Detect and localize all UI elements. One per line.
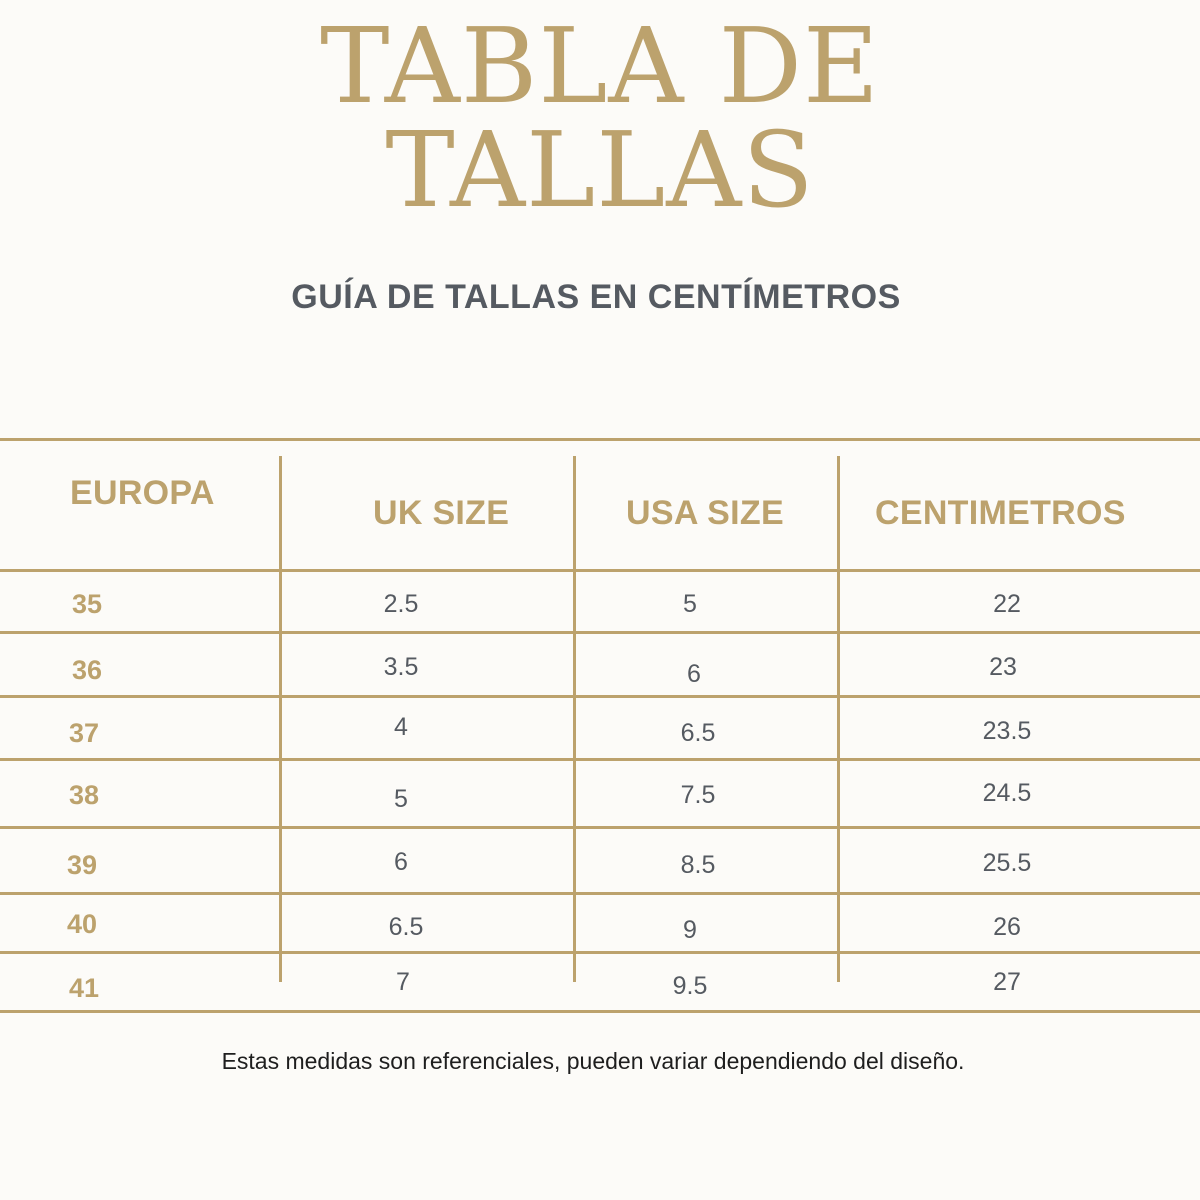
- europa-cell: 38: [68, 780, 100, 810]
- uk-cell: 5: [394, 785, 408, 813]
- cm-cell: 23: [989, 653, 1017, 681]
- usa-cell: 9: [683, 916, 697, 944]
- page-subtitle: GUÍA DE TALLAS EN CENTÍMETROS: [291, 278, 901, 316]
- row-divider: [0, 758, 1200, 761]
- uk-cell: 4: [394, 713, 408, 741]
- header-europa: EUROPA: [70, 474, 215, 512]
- usa-cell: 8.5: [680, 851, 716, 879]
- europa-cell: 37: [68, 718, 100, 748]
- header-usa-size: USA SIZE: [626, 494, 784, 532]
- europa-cell: 40: [66, 909, 98, 939]
- table-top-border: [0, 438, 1200, 441]
- cm-cell: 24.5: [982, 779, 1032, 807]
- table-header-divider: [0, 569, 1200, 572]
- europa-cell: 36: [71, 655, 103, 685]
- row-divider: [0, 951, 1200, 954]
- row-divider: [0, 695, 1200, 698]
- uk-cell: 2.5: [383, 590, 419, 618]
- page-title-line-1: TABLA DE: [320, 5, 880, 127]
- uk-cell: 7: [396, 968, 410, 996]
- disclaimer-note: Estas medidas son referenciales, pueden variar dependiendo del diseño.: [221, 1048, 965, 1074]
- uk-cell: 3.5: [383, 653, 419, 681]
- page-title-line-2: TALLAS: [385, 109, 815, 231]
- cm-cell: 23.5: [982, 717, 1032, 745]
- uk-cell: 6: [394, 848, 408, 876]
- header-centimetros: CENTIMETROS: [875, 494, 1126, 532]
- cm-cell: 25.5: [982, 849, 1032, 877]
- row-divider: [0, 892, 1200, 895]
- usa-cell: 5: [683, 590, 697, 618]
- usa-cell: 6.5: [680, 719, 716, 747]
- europa-cell: 41: [68, 973, 100, 1003]
- header-uk-size: UK SIZE: [373, 494, 510, 532]
- table-bottom-border: [0, 1010, 1200, 1013]
- row-divider: [0, 631, 1200, 634]
- column-divider: [279, 456, 282, 982]
- uk-cell: 6.5: [388, 913, 424, 941]
- row-divider: [0, 826, 1200, 829]
- usa-cell: 6: [687, 660, 701, 688]
- column-divider: [837, 456, 840, 982]
- europa-cell: 35: [71, 589, 103, 619]
- cm-cell: 27: [993, 968, 1021, 996]
- europa-cell: 39: [66, 850, 98, 880]
- column-divider: [573, 456, 576, 982]
- cm-cell: 26: [993, 913, 1021, 941]
- usa-cell: 9.5: [672, 972, 708, 1000]
- cm-cell: 22: [993, 590, 1021, 618]
- usa-cell: 7.5: [680, 781, 716, 809]
